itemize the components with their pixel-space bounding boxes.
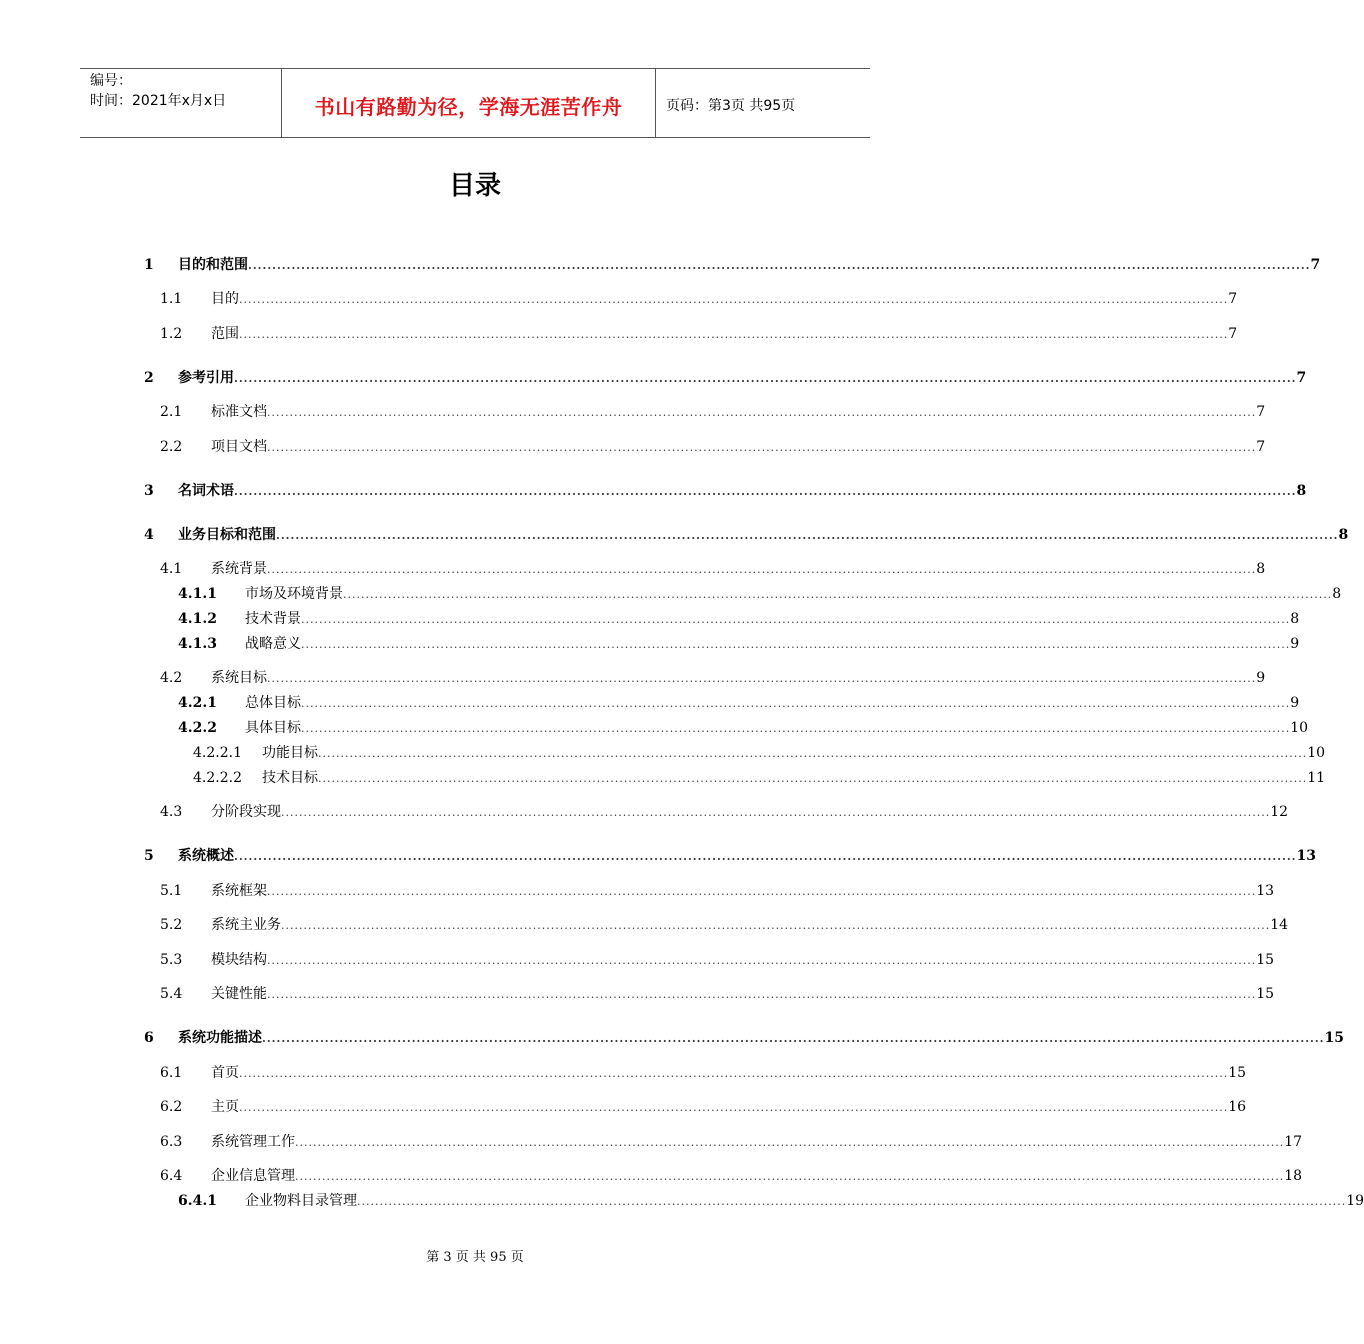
toc-entry-page: 15 (1228, 1065, 1247, 1081)
toc-entry-number: 5.2 (160, 917, 183, 933)
toc-entry-label: 市场及环境背景 (245, 586, 343, 602)
toc-leader-dots: ............................................................................................................................................................................................................................ (301, 613, 1291, 626)
page-footer: 第 3 页 共 95 页 (426, 1250, 524, 1265)
toc-leader-dots: ............................................................................................................................................................................................................................ (295, 1170, 1285, 1183)
toc-entry-page: 16 (1228, 1099, 1247, 1115)
toc-entry[interactable] (0, 846, 1316, 866)
toc-entry[interactable] (0, 634, 1300, 654)
header-page-info: 页码：第3页 共95页 (666, 98, 796, 114)
toc-entry-number: 4.2 (160, 670, 183, 686)
header-motto: 书山有路勤为径，学海无涯苦作舟 (314, 94, 623, 119)
page-title: 目录 (448, 171, 501, 201)
toc-leader-dots: ............................................................................................................................................................................................................................ (318, 772, 1308, 785)
toc-entry-page: 10 (1307, 745, 1326, 761)
toc-leader-dots: ............................................................................................................................................................................................................................ (357, 1195, 1347, 1208)
toc-entry-label: 战略意义 (245, 636, 301, 652)
toc-entry-label: 名词术语 (178, 483, 234, 499)
toc-entry-number: 4.2.1 (178, 695, 217, 711)
toc-entry-label: 总体目标 (245, 695, 301, 711)
toc-entry-number: 3 (144, 483, 154, 499)
toc-entry-page: 14 (1270, 917, 1289, 933)
toc-leader-dots: ............................................................................................................................................................................................................................ (239, 1101, 1229, 1114)
toc-entry-number: 1 (144, 257, 154, 273)
toc-leader-dots: ............................................................................................................................................................................................................................ (239, 293, 1229, 306)
toc-entry-page: 9 (1256, 670, 1266, 686)
toc-entry-page: 13 (1256, 883, 1275, 899)
toc-entry-label: 参考引用 (178, 370, 234, 386)
toc-entry[interactable] (0, 559, 1266, 579)
toc-entry[interactable] (0, 437, 1266, 457)
toc-entry-page: 13 (1296, 848, 1316, 864)
toc-entry-label: 企业物料目录管理 (245, 1193, 357, 1209)
toc-entry-label: 首页 (211, 1065, 239, 1081)
toc-entry-number: 6.3 (160, 1134, 183, 1150)
toc-entry-number: 4.1.3 (178, 636, 217, 652)
toc-entry-page: 8 (1296, 483, 1307, 499)
toc-entry-label: 分阶段实现 (211, 804, 281, 820)
document-number-label: 编号： (90, 73, 132, 89)
toc-entry-number: 4.2.2.1 (193, 745, 242, 761)
toc-entry-page: 7 (1310, 257, 1321, 273)
document-date: 时间：2021年x月x日 (90, 93, 227, 109)
toc-leader-dots: ............................................................................................................................................................................................................................ (267, 672, 1257, 685)
toc-entry-label: 目的和范围 (178, 257, 248, 273)
toc-entry-number: 1.1 (160, 291, 183, 307)
toc-entry[interactable] (0, 481, 1307, 501)
toc-entry[interactable] (0, 693, 1300, 713)
toc-entry[interactable] (0, 802, 1289, 822)
toc-entry-page: 10 (1290, 720, 1309, 736)
toc-entry-page: 7 (1256, 439, 1266, 455)
toc-leader-dots: ............................................................................................................................................................................................................................ (281, 806, 1271, 819)
toc-entry-number: 5.4 (160, 986, 183, 1002)
toc-entry-number: 1.2 (160, 326, 183, 342)
toc-entry[interactable] (0, 368, 1307, 388)
toc-leader-dots: ............................................................................................................................................................................................................................ (239, 1067, 1229, 1080)
toc-leader-dots: ............................................................................................................................................................................................................................ (267, 563, 1257, 576)
toc-entry-label: 系统目标 (211, 670, 267, 686)
toc-leader-dots: ............................................................................................................................................................................................................................ (301, 697, 1291, 710)
toc-entry[interactable] (0, 1166, 1303, 1186)
toc-entry-number: 6.2 (160, 1099, 183, 1115)
toc-leader-dots: ............................................................................................................................................................................................................................ (301, 722, 1291, 735)
toc-entry-number: 4.2.2 (178, 720, 217, 736)
toc-entry-label: 目的 (211, 291, 239, 307)
toc-entry-number: 4.1.2 (178, 611, 217, 627)
toc-entry-page: 8 (1290, 611, 1300, 627)
toc-entry-number: 6.4.1 (178, 1193, 217, 1209)
toc-entry-label: 系统主业务 (211, 917, 281, 933)
toc-entry-number: 4 (144, 527, 154, 543)
toc-leader-dots: ............................................................................................................................................................................................................................ (318, 747, 1308, 760)
toc-entry-page: 15 (1324, 1030, 1344, 1046)
toc-leader-dots: ............................................................................................................................................................................................................................ (267, 885, 1257, 898)
toc-entry[interactable] (0, 1097, 1247, 1117)
toc-entry-label: 技术背景 (245, 611, 301, 627)
toc-entry[interactable] (0, 1191, 1364, 1211)
toc-entry[interactable] (0, 718, 1309, 738)
toc-entry-label: 功能目标 (262, 745, 318, 761)
toc-entry-number: 6.1 (160, 1065, 183, 1081)
toc-entry-number: 2.1 (160, 404, 183, 420)
toc-entry[interactable] (0, 984, 1275, 1004)
toc-leader-dots: ............................................................................................................................................................................................................................ (234, 372, 1297, 385)
toc-entry[interactable] (0, 668, 1266, 688)
toc-entry-number: 4.1.1 (178, 586, 217, 602)
toc-leader-dots: ............................................................................................................................................................................................................................ (267, 988, 1257, 1001)
toc-leader-dots: ............................................................................................................................................................................................................................ (267, 406, 1257, 419)
toc-entry-label: 模块结构 (211, 952, 267, 968)
toc-leader-dots: ............................................................................................................................................................................................................................ (267, 954, 1257, 967)
toc-entry-label: 范围 (211, 326, 239, 342)
toc-entry-page: 8 (1256, 561, 1266, 577)
toc-entry-page: 19 (1346, 1193, 1364, 1209)
header-meta (80, 69, 281, 137)
toc-leader-dots: ............................................................................................................................................................................................................................ (281, 919, 1271, 932)
toc-entry-label: 项目文档 (211, 439, 267, 455)
toc-leader-dots: ............................................................................................................................................................................................................................ (239, 328, 1229, 341)
toc-entry-page: 9 (1290, 636, 1300, 652)
toc-entry-number: 6.4 (160, 1168, 183, 1184)
toc-entry-page: 15 (1256, 986, 1275, 1002)
toc-entry-page: 7 (1296, 370, 1307, 386)
toc-entry-page: 9 (1290, 695, 1300, 711)
toc-entry-page: 7 (1228, 326, 1238, 342)
toc-entry-number: 2.2 (160, 439, 183, 455)
toc-leader-dots: ............................................................................................................................................................................................................................ (276, 529, 1339, 542)
toc-entry-label: 系统背景 (211, 561, 267, 577)
toc-entry-number: 2 (144, 370, 154, 386)
toc-entry-label: 企业信息管理 (211, 1168, 295, 1184)
toc-entry-page: 17 (1284, 1134, 1303, 1150)
toc-entry-page: 7 (1228, 291, 1238, 307)
toc-entry[interactable] (0, 1132, 1303, 1152)
toc-leader-dots: ............................................................................................................................................................................................................................ (262, 1032, 1325, 1045)
toc-leader-dots: ............................................................................................................................................................................................................................ (343, 588, 1333, 601)
toc-entry[interactable] (0, 950, 1275, 970)
toc-leader-dots: ............................................................................................................................................................................................................................ (301, 638, 1291, 651)
toc-entry[interactable] (0, 743, 1326, 763)
toc-entry-page: 11 (1307, 770, 1326, 786)
toc-entry[interactable] (0, 881, 1275, 901)
toc-entry-number: 6 (144, 1030, 154, 1046)
toc-entry[interactable] (0, 402, 1266, 422)
toc-entry-label: 关键性能 (211, 986, 267, 1002)
toc-entry-label: 标准文档 (211, 404, 267, 420)
header-motto-cell (281, 69, 656, 137)
toc-entry-number: 5.3 (160, 952, 183, 968)
toc-entry-number: 4.1 (160, 561, 183, 577)
page-header (80, 68, 870, 138)
toc-entry-label: 系统管理工作 (211, 1134, 295, 1150)
toc-entry-label: 系统概述 (178, 848, 234, 864)
toc-entry-label: 具体目标 (245, 720, 301, 736)
toc-leader-dots: ............................................................................................................................................................................................................................ (234, 485, 1297, 498)
toc-entry-page: 15 (1256, 952, 1275, 968)
toc-entry[interactable] (0, 324, 1238, 344)
toc-entry-label: 系统框架 (211, 883, 267, 899)
toc-leader-dots: ............................................................................................................................................................................................................................ (248, 259, 1311, 272)
toc-entry-page: 8 (1332, 586, 1342, 602)
toc-entry[interactable] (0, 609, 1300, 629)
toc-entry-label: 业务目标和范围 (178, 527, 276, 543)
toc-entry-number: 5.1 (160, 883, 183, 899)
toc-entry[interactable] (0, 525, 1349, 545)
toc-entry[interactable] (0, 255, 1321, 275)
toc-entry-number: 5 (144, 848, 154, 864)
toc-entry[interactable] (0, 1063, 1247, 1083)
toc-entry-page: 8 (1338, 527, 1349, 543)
toc-leader-dots: ............................................................................................................................................................................................................................ (234, 850, 1297, 863)
toc-entry-number: 4.3 (160, 804, 183, 820)
toc-entry-label: 系统功能描述 (178, 1030, 262, 1046)
toc-entry-page: 7 (1256, 404, 1266, 420)
toc-entry[interactable] (0, 289, 1238, 309)
toc-entry-label: 技术目标 (262, 770, 318, 786)
toc-leader-dots: ............................................................................................................................................................................................................................ (295, 1136, 1285, 1149)
toc-entry[interactable] (0, 915, 1289, 935)
toc-entry[interactable] (0, 1028, 1344, 1048)
toc-entry-page: 12 (1270, 804, 1289, 820)
toc-entry-label: 主页 (211, 1099, 239, 1115)
toc-entry[interactable] (0, 768, 1326, 788)
toc-leader-dots: ............................................................................................................................................................................................................................ (267, 441, 1257, 454)
toc-entry-page: 18 (1284, 1168, 1303, 1184)
toc-entry[interactable] (0, 584, 1342, 604)
toc-entry-number: 4.2.2.2 (193, 770, 242, 786)
